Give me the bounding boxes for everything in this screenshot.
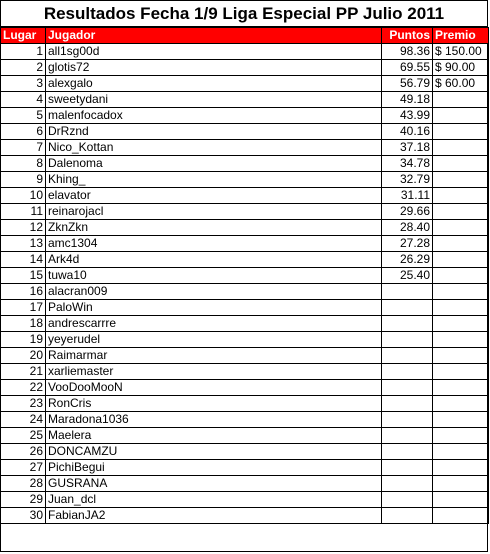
place-cell: 22 [1, 380, 46, 396]
place-cell: 23 [1, 396, 46, 412]
player-cell: PichiBegui [46, 460, 382, 476]
prize-cell [433, 220, 489, 236]
prize-cell [433, 156, 489, 172]
points-cell: 69.55 [382, 60, 433, 76]
player-cell: FabianJA2 [46, 508, 382, 524]
place-cell: 17 [1, 300, 46, 316]
prize-cell [433, 444, 489, 460]
table-row [1, 492, 489, 508]
player-cell: VooDooMooN [46, 380, 382, 396]
prize-cell [433, 284, 489, 300]
player-cell: alexgalo [46, 76, 382, 92]
table-row [1, 300, 489, 316]
table-row [1, 364, 489, 380]
points-cell [382, 348, 433, 364]
place-cell: 1 [1, 44, 46, 60]
prize-cell [433, 332, 489, 348]
table-row [1, 284, 489, 300]
points-cell: 98.36 [382, 44, 433, 60]
prize-cell [433, 348, 489, 364]
table-row [1, 332, 489, 348]
player-cell: malenfocadox [46, 108, 382, 124]
points-cell: 31.11 [382, 188, 433, 204]
prize-cell: $ 150.00 [433, 44, 489, 60]
points-cell [382, 444, 433, 460]
points-cell [382, 380, 433, 396]
points-cell [382, 460, 433, 476]
points-cell: 56.79 [382, 76, 433, 92]
place-cell: 10 [1, 188, 46, 204]
table-row [1, 220, 489, 236]
player-cell: DrRznd [46, 124, 382, 140]
table-row [1, 76, 489, 92]
prize-cell [433, 172, 489, 188]
table-row [1, 428, 489, 444]
table-row [1, 476, 489, 492]
player-cell: tuwa10 [46, 268, 382, 284]
player-cell: Ark4d [46, 252, 382, 268]
prize-cell [433, 412, 489, 428]
column-header-player: Jugador [46, 28, 382, 44]
prize-cell [433, 492, 489, 508]
prize-cell [433, 236, 489, 252]
points-cell [382, 300, 433, 316]
table-row [1, 508, 489, 524]
points-cell [382, 412, 433, 428]
prize-cell [433, 92, 489, 108]
prize-cell [433, 268, 489, 284]
player-cell: andrescarrre [46, 316, 382, 332]
place-cell: 7 [1, 140, 46, 156]
prize-cell [433, 508, 489, 524]
points-cell [382, 316, 433, 332]
player-cell: Nico_Kottan [46, 140, 382, 156]
place-cell: 12 [1, 220, 46, 236]
place-cell: 4 [1, 92, 46, 108]
prize-cell [433, 476, 489, 492]
table-row [1, 348, 489, 364]
table-row [1, 172, 489, 188]
prize-cell [433, 140, 489, 156]
table-row [1, 252, 489, 268]
table-row [1, 396, 489, 412]
prize-cell [433, 460, 489, 476]
player-cell: Maelera [46, 428, 382, 444]
prize-cell [433, 396, 489, 412]
table-row [1, 316, 489, 332]
points-cell [382, 364, 433, 380]
points-cell: 32.79 [382, 172, 433, 188]
place-cell: 15 [1, 268, 46, 284]
header-row [1, 28, 489, 44]
points-cell [382, 508, 433, 524]
player-cell: ZknZkn [46, 220, 382, 236]
prize-cell [433, 108, 489, 124]
player-cell: PaloWin [46, 300, 382, 316]
prize-cell [433, 252, 489, 268]
prize-cell: $ 90.00 [433, 60, 489, 76]
points-cell: 43.99 [382, 108, 433, 124]
place-cell: 30 [1, 508, 46, 524]
table-row [1, 268, 489, 284]
points-cell [382, 332, 433, 348]
points-cell: 37.18 [382, 140, 433, 156]
prize-cell [433, 124, 489, 140]
column-header-points: Puntos [382, 28, 433, 44]
table-row [1, 140, 489, 156]
player-cell: RonCris [46, 396, 382, 412]
place-cell: 2 [1, 60, 46, 76]
player-cell: elavator [46, 188, 382, 204]
table-row [1, 108, 489, 124]
table-row [1, 412, 489, 428]
place-cell: 9 [1, 172, 46, 188]
player-cell: Khing_ [46, 172, 382, 188]
player-cell: amc1304 [46, 236, 382, 252]
place-cell: 25 [1, 428, 46, 444]
place-cell: 18 [1, 316, 46, 332]
player-cell: glotis72 [46, 60, 382, 76]
points-cell: 25.40 [382, 268, 433, 284]
prize-cell [433, 364, 489, 380]
place-cell: 13 [1, 236, 46, 252]
table-row [1, 124, 489, 140]
points-cell: 40.16 [382, 124, 433, 140]
prize-cell [433, 204, 489, 220]
points-cell: 29.66 [382, 204, 433, 220]
place-cell: 11 [1, 204, 46, 220]
player-cell: all1sg00d [46, 44, 382, 60]
place-cell: 6 [1, 124, 46, 140]
place-cell: 3 [1, 76, 46, 92]
place-cell: 28 [1, 476, 46, 492]
points-cell: 28.40 [382, 220, 433, 236]
place-cell: 21 [1, 364, 46, 380]
table-row [1, 44, 489, 60]
player-cell: DONCAMZU [46, 444, 382, 460]
place-cell: 20 [1, 348, 46, 364]
points-cell [382, 284, 433, 300]
player-cell: alacran009 [46, 284, 382, 300]
place-cell: 5 [1, 108, 46, 124]
points-cell [382, 476, 433, 492]
table-row [1, 460, 489, 476]
player-cell: yeyerudel [46, 332, 382, 348]
table-row [1, 92, 489, 108]
player-cell: Dalenoma [46, 156, 382, 172]
player-cell: xarliemaster [46, 364, 382, 380]
table-row [1, 236, 489, 252]
place-cell: 24 [1, 412, 46, 428]
results-table [0, 27, 489, 524]
sheet-title: Resultados Fecha 1/9 Liga Especial PP Julio 2011 [1, 1, 487, 27]
place-cell: 29 [1, 492, 46, 508]
player-cell: Maradona1036 [46, 412, 382, 428]
place-cell: 14 [1, 252, 46, 268]
place-cell: 8 [1, 156, 46, 172]
prize-cell [433, 428, 489, 444]
points-cell: 27.28 [382, 236, 433, 252]
points-cell: 26.29 [382, 252, 433, 268]
place-cell: 26 [1, 444, 46, 460]
results-body [1, 44, 489, 524]
points-cell: 34.78 [382, 156, 433, 172]
place-cell: 19 [1, 332, 46, 348]
prize-cell: $ 60.00 [433, 76, 489, 92]
table-row [1, 156, 489, 172]
points-cell [382, 492, 433, 508]
points-cell: 49.18 [382, 92, 433, 108]
points-cell [382, 396, 433, 412]
prize-cell [433, 300, 489, 316]
player-cell: reinarojacl [46, 204, 382, 220]
column-header-place: Lugar [1, 28, 46, 44]
table-row [1, 444, 489, 460]
place-cell: 27 [1, 460, 46, 476]
column-header-prize: Premio [433, 28, 489, 44]
table-row [1, 188, 489, 204]
player-cell: GUSRANA [46, 476, 382, 492]
player-cell: Raimarmar [46, 348, 382, 364]
player-cell: sweetydani [46, 92, 382, 108]
player-cell: Juan_dcl [46, 492, 382, 508]
table-row [1, 60, 489, 76]
prize-cell [433, 316, 489, 332]
points-cell [382, 428, 433, 444]
prize-cell [433, 380, 489, 396]
table-row [1, 204, 489, 220]
place-cell: 16 [1, 284, 46, 300]
table-row [1, 380, 489, 396]
prize-cell [433, 188, 489, 204]
